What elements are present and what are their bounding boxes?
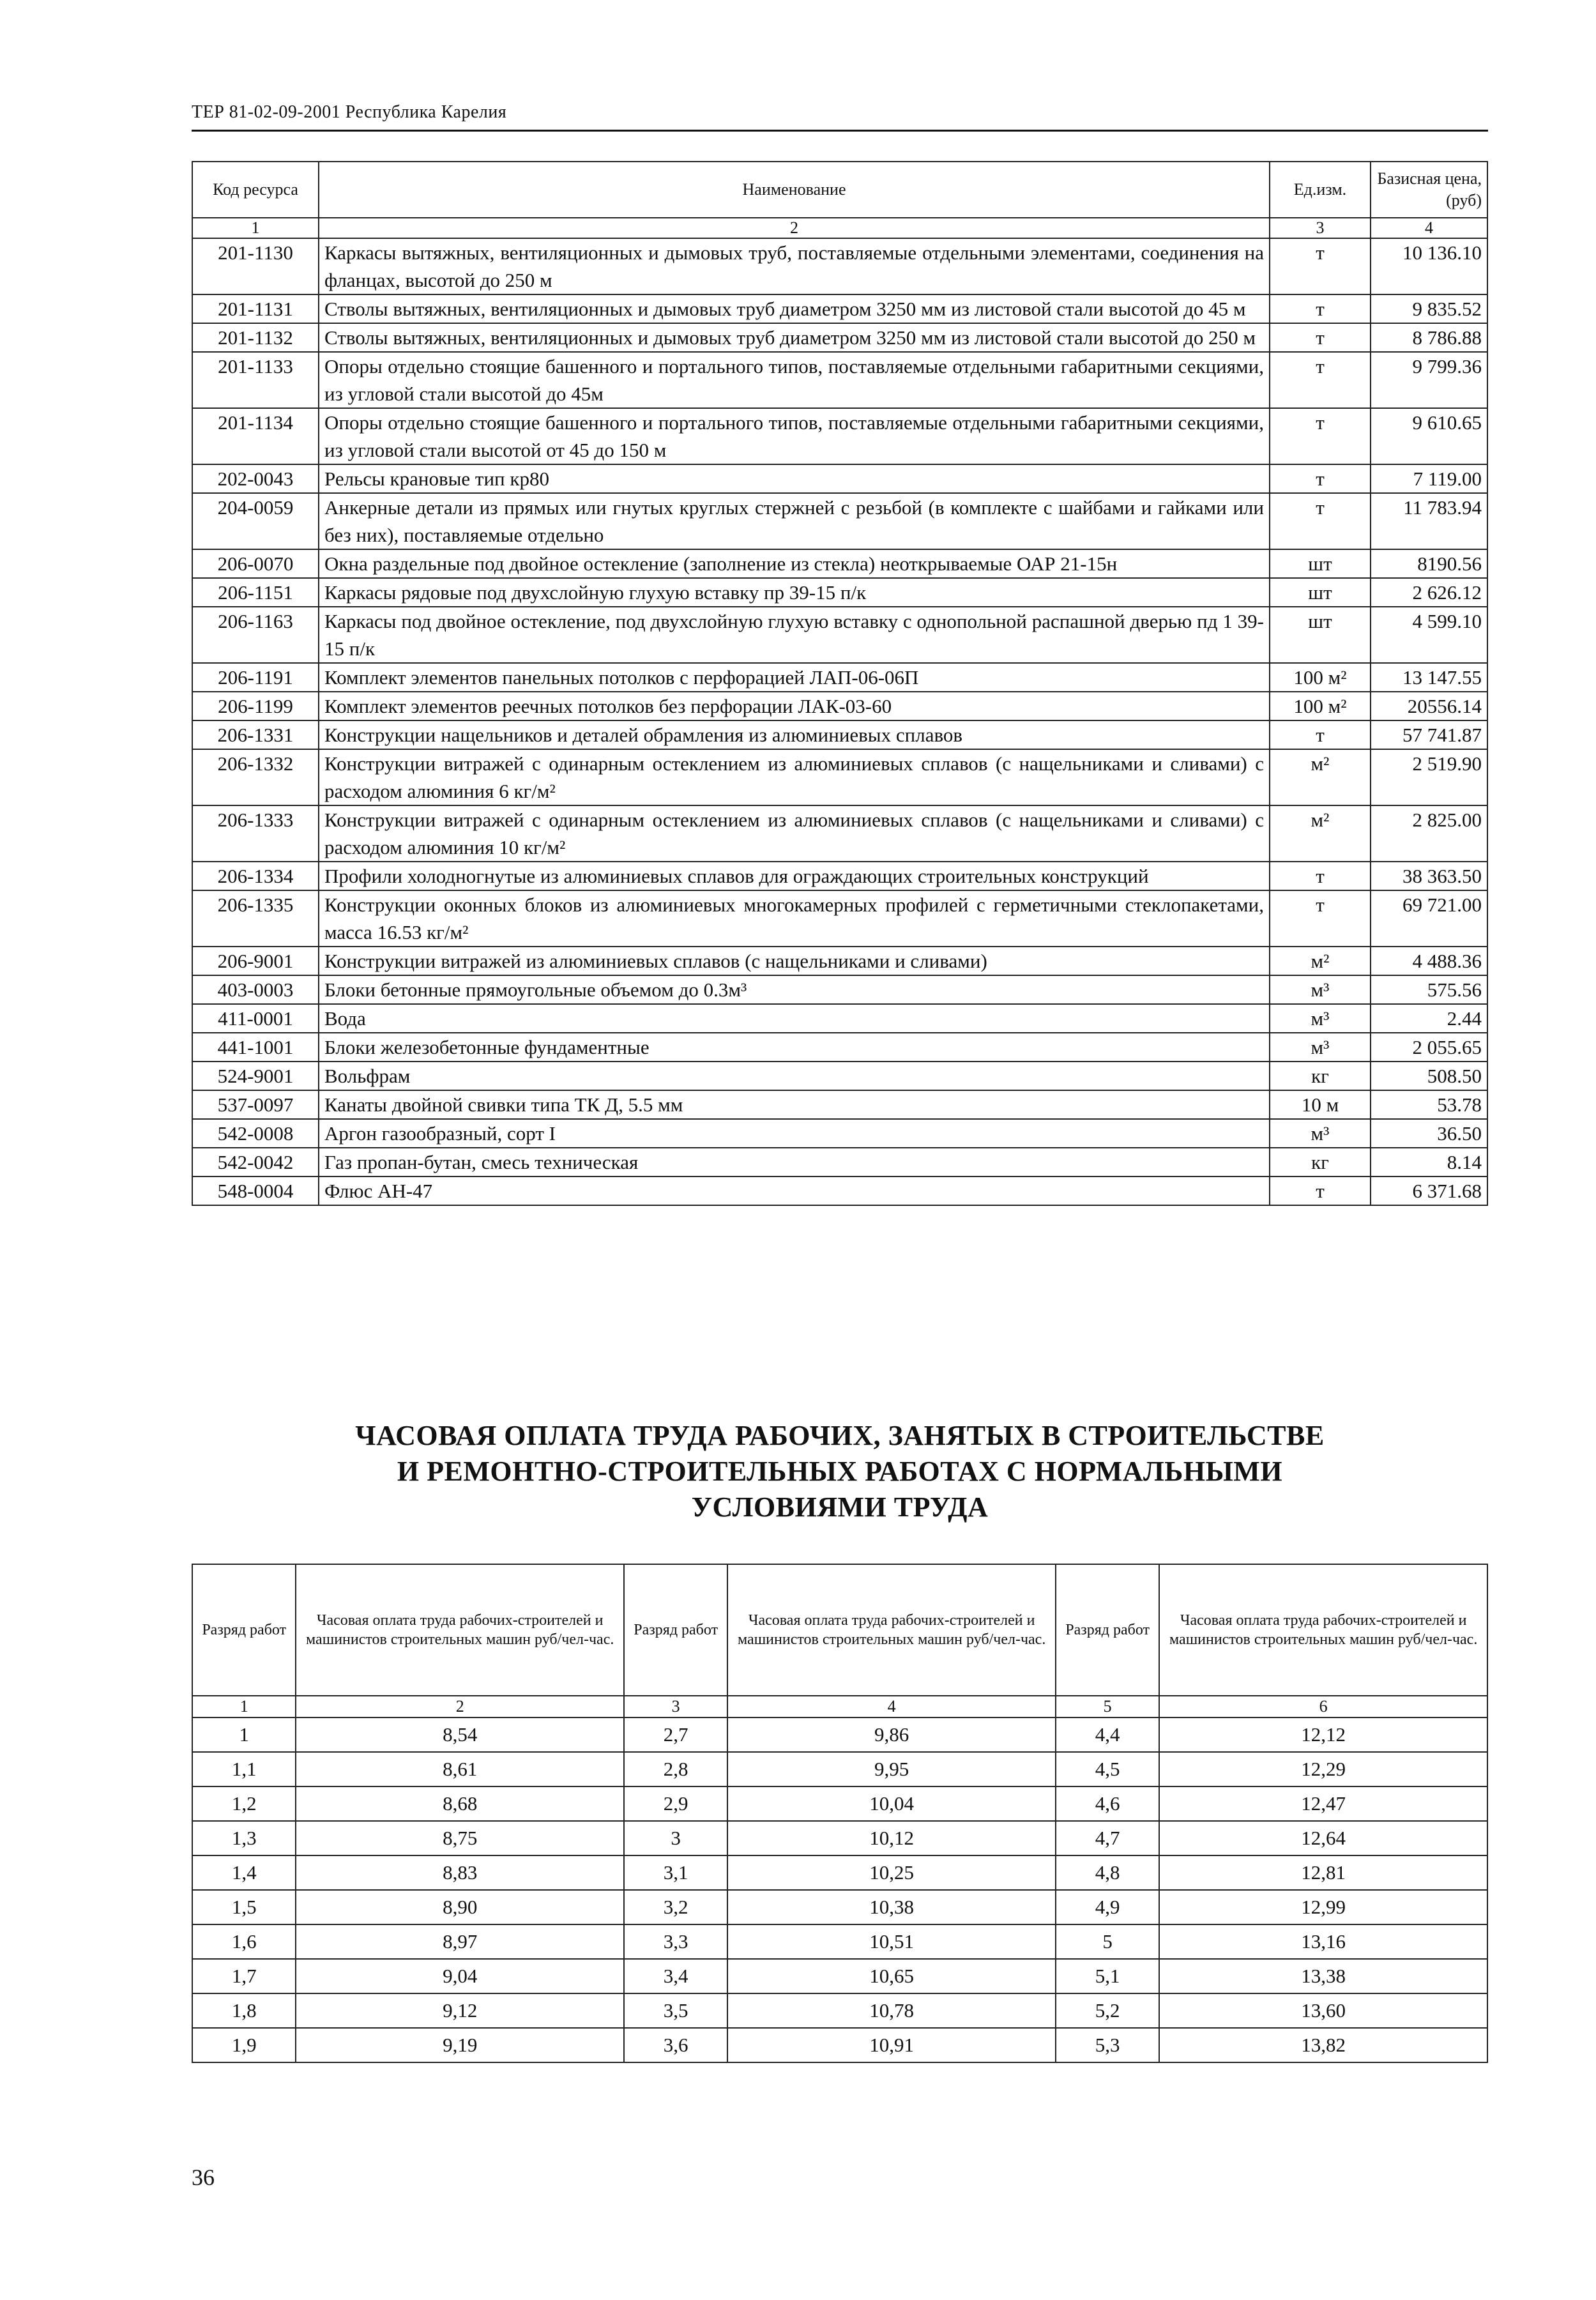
resource-unit: т bbox=[1270, 408, 1371, 464]
resource-price: 8190.56 bbox=[1371, 549, 1487, 578]
section-title-line: И РЕМОНТНО-СТРОИТЕЛЬНЫХ РАБОТАХ С НОРМАЛЬНЫМИ bbox=[397, 1456, 1283, 1487]
resource-unit: м³ bbox=[1270, 975, 1371, 1004]
resource-price: 4 488.36 bbox=[1371, 947, 1487, 975]
col-number: 4 bbox=[727, 1696, 1056, 1717]
resource-unit: м³ bbox=[1270, 1119, 1371, 1148]
resource-price: 13 147.55 bbox=[1371, 663, 1487, 692]
document-header: ТЕР 81-02-09-2001 Республика Карелия bbox=[192, 102, 507, 122]
resource-name: Профили холодногнутые из алюминиевых сплавов для ограждающих строительных конструкций bbox=[319, 862, 1270, 890]
header-divider bbox=[192, 130, 1488, 132]
rate-value: 10,38 bbox=[727, 1890, 1056, 1924]
resource-code: 206-1163 bbox=[192, 607, 319, 663]
table-row bbox=[192, 1062, 1487, 1090]
resource-price: 9 835.52 bbox=[1371, 294, 1487, 323]
resource-name: Газ пропан-бутан, смесь техническая bbox=[319, 1148, 1270, 1177]
resource-price-table bbox=[192, 161, 1488, 1206]
col-number: 5 bbox=[1056, 1696, 1159, 1717]
col-number: 3 bbox=[624, 1696, 727, 1717]
table-row bbox=[192, 1752, 1487, 1786]
rate-value: 13,16 bbox=[1159, 1924, 1487, 1959]
resource-price: 7 119.00 bbox=[1371, 464, 1487, 493]
resource-unit: м³ bbox=[1270, 1033, 1371, 1062]
grade-value: 4,9 bbox=[1056, 1890, 1159, 1924]
table-row bbox=[192, 464, 1487, 493]
rate-value: 10,04 bbox=[727, 1786, 1056, 1821]
resource-unit: м² bbox=[1270, 947, 1371, 975]
grade-value: 5,2 bbox=[1056, 1993, 1159, 2028]
rate-value: 8,97 bbox=[296, 1924, 624, 1959]
rate-value: 13,38 bbox=[1159, 1959, 1487, 1993]
table-row bbox=[192, 663, 1487, 692]
rate-value: 12,47 bbox=[1159, 1786, 1487, 1821]
table-row bbox=[192, 1004, 1487, 1033]
resource-code: 201-1134 bbox=[192, 408, 319, 464]
resource-code: 524-9001 bbox=[192, 1062, 319, 1090]
table-row bbox=[192, 975, 1487, 1004]
rate-value: 8,83 bbox=[296, 1855, 624, 1890]
grade-value: 3 bbox=[624, 1821, 727, 1855]
resource-unit: т bbox=[1270, 720, 1371, 749]
resource-code: 206-1333 bbox=[192, 805, 319, 862]
table-row bbox=[192, 408, 1487, 464]
resource-name: Стволы вытяжных, вентиляционных и дымовых труб диаметром 3250 мм из листовой стали высотой до 45 м bbox=[319, 294, 1270, 323]
section-title bbox=[192, 1418, 1488, 1525]
col-number: 2 bbox=[319, 218, 1270, 238]
rate-value: 8,68 bbox=[296, 1786, 624, 1821]
resource-name: Конструкции нащельников и деталей обрамления из алюминиевых сплавов bbox=[319, 720, 1270, 749]
table-row bbox=[192, 294, 1487, 323]
grade-value: 2,8 bbox=[624, 1752, 727, 1786]
rate-value: 9,12 bbox=[296, 1993, 624, 2028]
resource-name: Блоки железобетонные фундаментные bbox=[319, 1033, 1270, 1062]
rate-value: 10,65 bbox=[727, 1959, 1056, 1993]
rate-value: 12,81 bbox=[1159, 1855, 1487, 1890]
rate-value: 12,64 bbox=[1159, 1821, 1487, 1855]
resource-name: Опоры отдельно стоящие башенного и портального типов, поставляемые отдельными габаритными секциями, из угловой стали высотой до 45м bbox=[319, 352, 1270, 408]
resource-price: 2 825.00 bbox=[1371, 805, 1487, 862]
grade-value: 1,6 bbox=[192, 1924, 296, 1959]
table-row bbox=[192, 549, 1487, 578]
table-row bbox=[192, 1924, 1487, 1959]
rate-value: 10,12 bbox=[727, 1821, 1056, 1855]
resource-name: Конструкции оконных блоков из алюминиевых многокамерных профилей с герметичными стеклопакетами, масса 16.53 кг/м² bbox=[319, 890, 1270, 947]
grade-value: 5,3 bbox=[1056, 2028, 1159, 2062]
resource-name: Каркасы под двойное остекление, под двухслойную глухую вставку с однопольной распашной дверью пд 1 39-15 п/к bbox=[319, 607, 1270, 663]
rate-value: 13,60 bbox=[1159, 1993, 1487, 2028]
resource-code: 201-1132 bbox=[192, 323, 319, 352]
rate-value: 12,29 bbox=[1159, 1752, 1487, 1786]
grade-value: 3,2 bbox=[624, 1890, 727, 1924]
resource-code: 206-1151 bbox=[192, 578, 319, 607]
resource-unit: т bbox=[1270, 862, 1371, 890]
resource-price: 10 136.10 bbox=[1371, 238, 1487, 294]
col-number: 2 bbox=[296, 1696, 624, 1717]
resource-unit: кг bbox=[1270, 1148, 1371, 1177]
table-row bbox=[192, 862, 1487, 890]
resource-price: 4 599.10 bbox=[1371, 607, 1487, 663]
resource-unit: м³ bbox=[1270, 1004, 1371, 1033]
grade-value: 4,8 bbox=[1056, 1855, 1159, 1890]
resource-unit: т bbox=[1270, 323, 1371, 352]
resource-code: 548-0004 bbox=[192, 1177, 319, 1205]
page-number: 36 bbox=[192, 2165, 215, 2190]
resource-price: 8.14 bbox=[1371, 1148, 1487, 1177]
table-row bbox=[192, 493, 1487, 549]
resource-name: Флюс АН-47 bbox=[319, 1177, 1270, 1205]
table-row bbox=[192, 1177, 1487, 1205]
col-header-price: Базисная цена, (руб) bbox=[1371, 162, 1487, 218]
col-header-grade: Разряд работ bbox=[1056, 1564, 1159, 1696]
resource-price: 11 783.94 bbox=[1371, 493, 1487, 549]
col-header-rate: Часовая оплата труда рабочих-строителей и машинистов строительных машин руб/чел-час. bbox=[1159, 1564, 1487, 1696]
col-header-grade: Разряд работ bbox=[192, 1564, 296, 1696]
resource-unit: т bbox=[1270, 238, 1371, 294]
resource-price: 69 721.00 bbox=[1371, 890, 1487, 947]
resource-name: Конструкции витражей из алюминиевых сплавов (с нащельниками и сливами) bbox=[319, 947, 1270, 975]
resource-code: 206-1191 bbox=[192, 663, 319, 692]
resource-unit: т bbox=[1270, 352, 1371, 408]
resource-price: 9 610.65 bbox=[1371, 408, 1487, 464]
table-row bbox=[192, 1717, 1487, 1752]
grade-value: 1,5 bbox=[192, 1890, 296, 1924]
resource-name: Опоры отдельно стоящие башенного и портального типов, поставляемые отдельными габаритными секциями, из угловой стали высотой от 45 до 150 м bbox=[319, 408, 1270, 464]
table-row bbox=[192, 607, 1487, 663]
grade-value: 1,7 bbox=[192, 1959, 296, 1993]
resource-price: 2 626.12 bbox=[1371, 578, 1487, 607]
resource-price: 57 741.87 bbox=[1371, 720, 1487, 749]
col-number: 6 bbox=[1159, 1696, 1487, 1717]
grade-value: 5,1 bbox=[1056, 1959, 1159, 1993]
resource-unit: шт bbox=[1270, 549, 1371, 578]
resource-unit: т bbox=[1270, 464, 1371, 493]
resource-code: 206-1199 bbox=[192, 692, 319, 720]
resource-code: 542-0042 bbox=[192, 1148, 319, 1177]
resource-code: 204-0059 bbox=[192, 493, 319, 549]
resource-code: 201-1131 bbox=[192, 294, 319, 323]
resource-unit: 100 м² bbox=[1270, 663, 1371, 692]
resource-price: 9 799.36 bbox=[1371, 352, 1487, 408]
grade-value: 3,6 bbox=[624, 2028, 727, 2062]
resource-code: 206-1332 bbox=[192, 749, 319, 805]
resource-code: 206-1331 bbox=[192, 720, 319, 749]
grade-value: 4,7 bbox=[1056, 1821, 1159, 1855]
resource-price: 20556.14 bbox=[1371, 692, 1487, 720]
grade-value: 1,2 bbox=[192, 1786, 296, 1821]
rate-value: 8,54 bbox=[296, 1717, 624, 1752]
grade-value: 2,7 bbox=[624, 1717, 727, 1752]
resource-unit: м² bbox=[1270, 805, 1371, 862]
resource-code: 206-1335 bbox=[192, 890, 319, 947]
resource-code: 441-1001 bbox=[192, 1033, 319, 1062]
table-row bbox=[192, 749, 1487, 805]
col-number: 1 bbox=[192, 1696, 296, 1717]
table-row bbox=[192, 2028, 1487, 2062]
table-row bbox=[192, 947, 1487, 975]
resource-code: 202-0043 bbox=[192, 464, 319, 493]
resource-code: 537-0097 bbox=[192, 1090, 319, 1119]
resource-name: Каркасы вытяжных, вентиляционных и дымовых труб, поставляемые отдельными элементами, соединения на фланцах, высотой до 250 м bbox=[319, 238, 1270, 294]
table-row bbox=[192, 1959, 1487, 1993]
rate-value: 9,95 bbox=[727, 1752, 1056, 1786]
resource-name: Комплект элементов реечных потолков без перфорации ЛАК-03-60 bbox=[319, 692, 1270, 720]
table-row bbox=[192, 805, 1487, 862]
col-header-rate: Часовая оплата труда рабочих-строителей и машинистов строительных машин руб/чел-час. bbox=[296, 1564, 624, 1696]
resource-code: 201-1130 bbox=[192, 238, 319, 294]
resource-name: Каркасы рядовые под двухслойную глухую вставку пр 39-15 п/к bbox=[319, 578, 1270, 607]
resource-code: 201-1133 bbox=[192, 352, 319, 408]
grade-value: 5 bbox=[1056, 1924, 1159, 1959]
grade-value: 1,4 bbox=[192, 1855, 296, 1890]
resource-code: 206-9001 bbox=[192, 947, 319, 975]
resource-unit: 10 м bbox=[1270, 1090, 1371, 1119]
resource-price: 6 371.68 bbox=[1371, 1177, 1487, 1205]
table-row bbox=[192, 323, 1487, 352]
resource-price: 2 055.65 bbox=[1371, 1033, 1487, 1062]
hourly-wage-table bbox=[192, 1564, 1488, 2063]
rate-value: 10,78 bbox=[727, 1993, 1056, 2028]
table-row bbox=[192, 1855, 1487, 1890]
rate-value: 8,90 bbox=[296, 1890, 624, 1924]
resource-price: 575.56 bbox=[1371, 975, 1487, 1004]
column-number-row bbox=[192, 1696, 1487, 1717]
col-number: 1 bbox=[192, 218, 319, 238]
resource-price: 8 786.88 bbox=[1371, 323, 1487, 352]
rate-value: 8,61 bbox=[296, 1752, 624, 1786]
table-row bbox=[192, 352, 1487, 408]
table-row bbox=[192, 720, 1487, 749]
table-row bbox=[192, 1993, 1487, 2028]
table-row bbox=[192, 890, 1487, 947]
resource-code: 403-0003 bbox=[192, 975, 319, 1004]
resource-name: Стволы вытяжных, вентиляционных и дымовых труб диаметром 3250 мм из листовой стали высотой до 250 м bbox=[319, 323, 1270, 352]
resource-unit: т bbox=[1270, 890, 1371, 947]
resource-unit: шт bbox=[1270, 578, 1371, 607]
table-row bbox=[192, 1148, 1487, 1177]
rate-value: 9,86 bbox=[727, 1717, 1056, 1752]
rate-value: 10,51 bbox=[727, 1924, 1056, 1959]
table-row bbox=[192, 578, 1487, 607]
rate-value: 13,82 bbox=[1159, 2028, 1487, 2062]
grade-value: 1,3 bbox=[192, 1821, 296, 1855]
section-title-line: ЧАСОВАЯ ОПЛАТА ТРУДА РАБОЧИХ, ЗАНЯТЫХ В СТРОИТЕЛЬСТВЕ bbox=[355, 1420, 1325, 1451]
grade-value: 1,1 bbox=[192, 1752, 296, 1786]
resource-price: 53.78 bbox=[1371, 1090, 1487, 1119]
resource-price: 2 519.90 bbox=[1371, 749, 1487, 805]
resource-name: Анкерные детали из прямых или гнутых круглых стержней с резьбой (в комплекте с шайбами и гайками или без них), поставляемые отдельно bbox=[319, 493, 1270, 549]
resource-unit: м² bbox=[1270, 749, 1371, 805]
resource-unit: т bbox=[1270, 294, 1371, 323]
resource-name: Рельсы крановые тип кр80 bbox=[319, 464, 1270, 493]
grade-value: 3,4 bbox=[624, 1959, 727, 1993]
grade-value: 2,9 bbox=[624, 1786, 727, 1821]
resource-code: 542-0008 bbox=[192, 1119, 319, 1148]
resource-name: Окна раздельные под двойное остекление (заполнение из стекла) неоткрываемые ОАР 21-15н bbox=[319, 549, 1270, 578]
col-number: 3 bbox=[1270, 218, 1371, 238]
resource-unit: 100 м² bbox=[1270, 692, 1371, 720]
table-row bbox=[192, 238, 1487, 294]
resource-price: 36.50 bbox=[1371, 1119, 1487, 1148]
table-row bbox=[192, 692, 1487, 720]
resource-name: Канаты двойной свивки типа ТК Д, 5.5 мм bbox=[319, 1090, 1270, 1119]
col-header-unit: Ед.изм. bbox=[1270, 162, 1371, 218]
rate-value: 8,75 bbox=[296, 1821, 624, 1855]
grade-value: 4,4 bbox=[1056, 1717, 1159, 1752]
col-header-name: Наименование bbox=[319, 162, 1270, 218]
rate-value: 9,04 bbox=[296, 1959, 624, 1993]
table-row bbox=[192, 1786, 1487, 1821]
rate-value: 9,19 bbox=[296, 2028, 624, 2062]
col-header-grade: Разряд работ bbox=[624, 1564, 727, 1696]
grade-value: 1 bbox=[192, 1717, 296, 1752]
rate-value: 12,99 bbox=[1159, 1890, 1487, 1924]
col-header-rate: Часовая оплата труда рабочих-строителей и машинистов строительных машин руб/чел-час. bbox=[727, 1564, 1056, 1696]
table-row bbox=[192, 1821, 1487, 1855]
resource-price: 508.50 bbox=[1371, 1062, 1487, 1090]
resource-unit: т bbox=[1270, 493, 1371, 549]
table-row bbox=[192, 1890, 1487, 1924]
resource-price: 2.44 bbox=[1371, 1004, 1487, 1033]
section-title-line: УСЛОВИЯМИ ТРУДА bbox=[691, 1491, 989, 1523]
grade-value: 4,6 bbox=[1056, 1786, 1159, 1821]
resource-unit: т bbox=[1270, 1177, 1371, 1205]
resource-code: 206-1334 bbox=[192, 862, 319, 890]
resource-name: Конструкции витражей с одинарным остеклением из алюминиевых сплавов (с нащельниками и сливами) с расходом алюминия 10 кг/м² bbox=[319, 805, 1270, 862]
resource-code: 206-0070 bbox=[192, 549, 319, 578]
table-row bbox=[192, 1033, 1487, 1062]
grade-value: 3,1 bbox=[624, 1855, 727, 1890]
rate-value: 10,91 bbox=[727, 2028, 1056, 2062]
resource-name: Комплект элементов панельных потолков с перфорацией ЛАП-06-06П bbox=[319, 663, 1270, 692]
resource-name: Вольфрам bbox=[319, 1062, 1270, 1090]
resource-name: Аргон газообразный, сорт I bbox=[319, 1119, 1270, 1148]
resource-unit: шт bbox=[1270, 607, 1371, 663]
resource-unit: кг bbox=[1270, 1062, 1371, 1090]
grade-value: 3,3 bbox=[624, 1924, 727, 1959]
resource-name: Вода bbox=[319, 1004, 1270, 1033]
column-number-row bbox=[192, 218, 1487, 238]
grade-value: 4,5 bbox=[1056, 1752, 1159, 1786]
grade-value: 3,5 bbox=[624, 1993, 727, 2028]
col-number: 4 bbox=[1371, 218, 1487, 238]
col-header-code: Код ресурса bbox=[192, 162, 319, 218]
rate-value: 12,12 bbox=[1159, 1717, 1487, 1752]
resource-price: 38 363.50 bbox=[1371, 862, 1487, 890]
grade-value: 1,9 bbox=[192, 2028, 296, 2062]
grade-value: 1,8 bbox=[192, 1993, 296, 2028]
resource-name: Конструкции витражей с одинарным остеклением из алюминиевых сплавов (с нащельниками и сливами) с расходом алюминия 6 кг/м² bbox=[319, 749, 1270, 805]
table-row bbox=[192, 1090, 1487, 1119]
resource-name: Блоки бетонные прямоугольные объемом до 0.3м³ bbox=[319, 975, 1270, 1004]
table-row bbox=[192, 1119, 1487, 1148]
resource-code: 411-0001 bbox=[192, 1004, 319, 1033]
rate-value: 10,25 bbox=[727, 1855, 1056, 1890]
